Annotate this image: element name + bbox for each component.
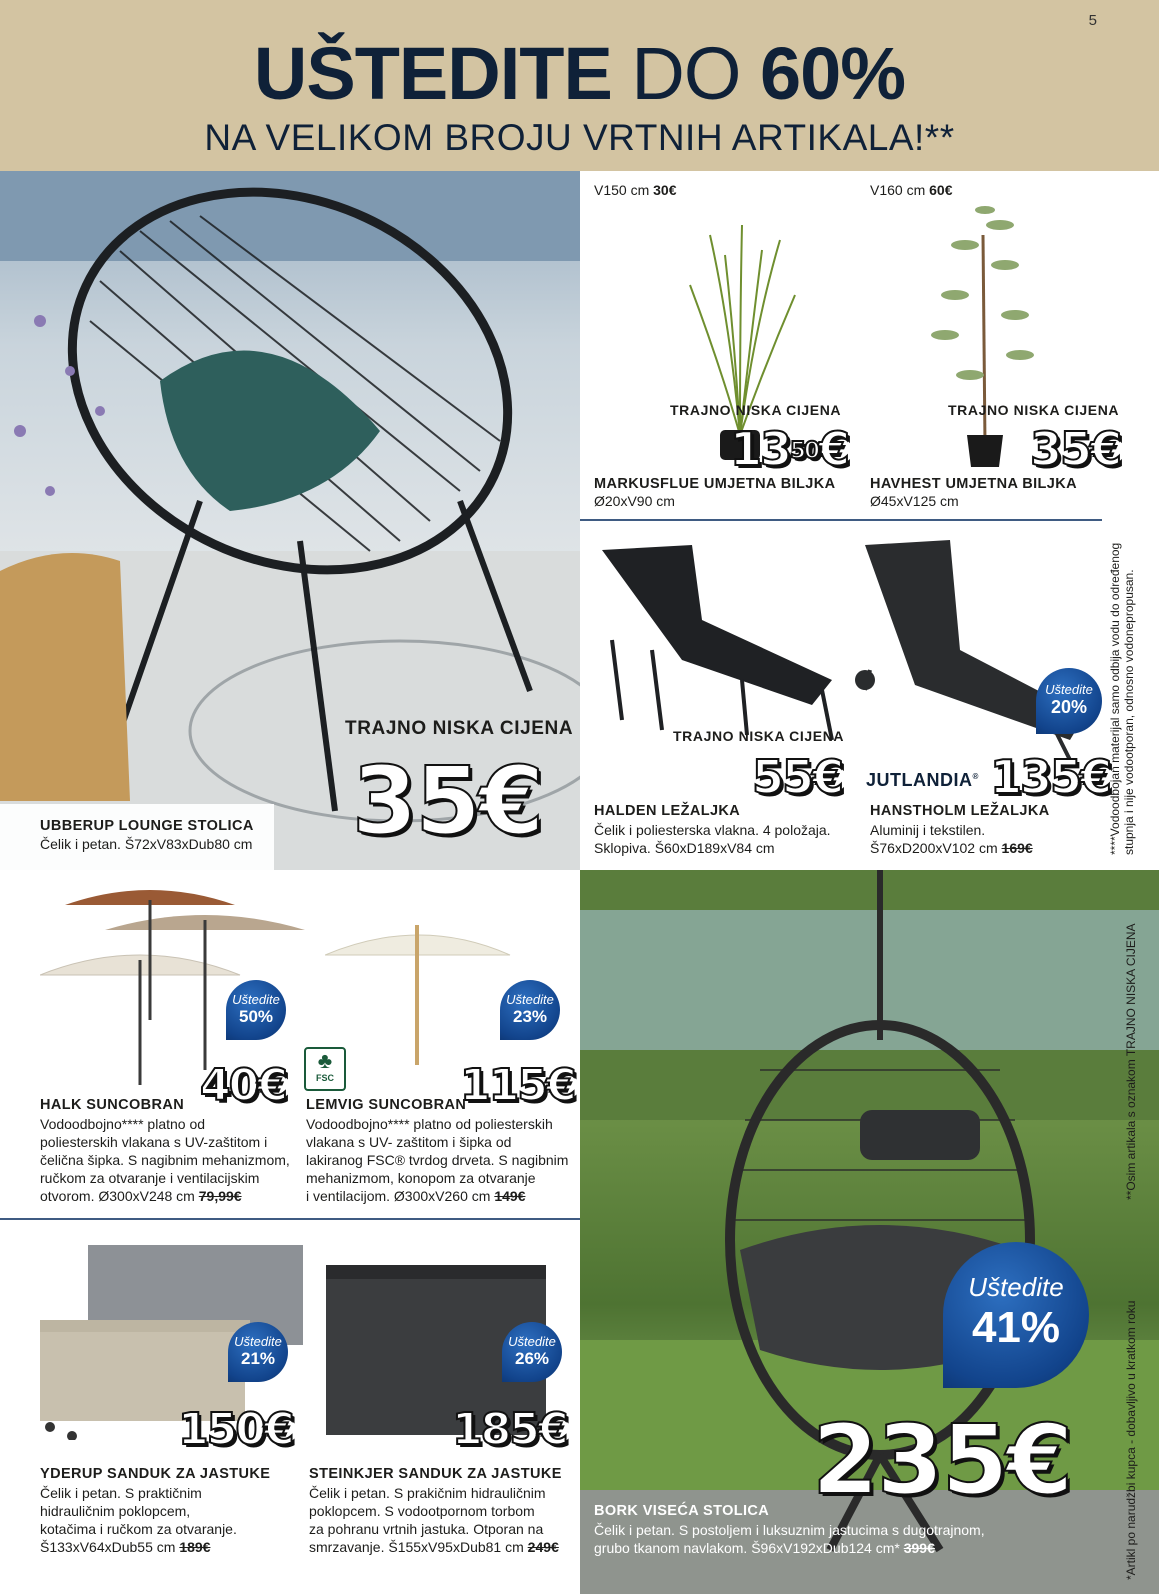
hanstholm-old-price: 169€ bbox=[1001, 840, 1033, 856]
markusflue-size-label: V150 cm bbox=[594, 182, 650, 198]
markusflue-price-main: 13 bbox=[730, 422, 791, 476]
steinkjer-savings-badge bbox=[502, 1322, 562, 1382]
yderup-desc-line2: hidrauličnim poklopcem, bbox=[40, 1503, 191, 1519]
halden-price: 55€ bbox=[752, 750, 843, 804]
lemvig-savings-badge bbox=[500, 980, 560, 1040]
yderup-desc-line4 bbox=[40, 1538, 302, 1556]
bork-savings-badge bbox=[943, 1242, 1089, 1388]
lemvig-desc-line2: vlakana s UV- zaštitom i šipka od bbox=[306, 1134, 512, 1150]
markusflue-size-price: 30€ bbox=[653, 182, 677, 198]
bork-old-price: 399€ bbox=[903, 1540, 935, 1556]
lemvig-old-price: 149€ bbox=[494, 1188, 526, 1204]
page-number: 5 bbox=[1088, 12, 1097, 29]
hanstholm-badge-text: Uštedite bbox=[1045, 682, 1093, 697]
halden-lounger-illustration bbox=[592, 540, 842, 740]
halk-desc bbox=[40, 1115, 302, 1205]
yderup-title: YDERUP SANDUK ZA JASTUKE bbox=[40, 1466, 271, 1482]
halk-price: 40€ bbox=[200, 1060, 286, 1111]
jutlandia-brand: JUTLANDIA bbox=[866, 770, 973, 790]
steinkjer-desc-line1: Čelik i petan. S prakičnim hidrauličnim bbox=[309, 1485, 546, 1501]
bork-badge-percent: 41% bbox=[971, 1303, 1061, 1352]
lemvig-desc-line5 bbox=[306, 1187, 576, 1205]
markusflue-title: MARKUSFLUE UMJETNA BILJKA bbox=[594, 476, 836, 492]
footnote-waterproof bbox=[1108, 543, 1136, 855]
havhest-size-label: V160 cm bbox=[870, 182, 926, 198]
hanstholm-savings-badge bbox=[1036, 668, 1102, 734]
lemvig-dims: i ventilacijom. Ø300xV260 cm bbox=[306, 1188, 491, 1204]
havhest-size bbox=[870, 182, 953, 198]
steinkjer-desc-line2: poklopcem. S vodootpornom torbom bbox=[309, 1503, 535, 1519]
headline bbox=[0, 34, 1159, 114]
havhest-size-price: 60€ bbox=[929, 182, 953, 198]
halk-desc-line5 bbox=[40, 1187, 302, 1205]
steinkjer-desc-line3: za pohranu vrtnih jastuka. Otporan na bbox=[309, 1521, 544, 1537]
lemvig-parasol-illustration bbox=[325, 915, 515, 1065]
fsc-logo bbox=[304, 1047, 346, 1091]
havhest-tag: TRAJNO NISKA CIJENA bbox=[948, 402, 1120, 418]
yderup-price: 150€ bbox=[178, 1404, 293, 1455]
fsc-tree-icon: ♣ bbox=[317, 1048, 333, 1073]
steinkjer-desc bbox=[309, 1484, 577, 1556]
bork-badge-text: Uštedite bbox=[968, 1272, 1064, 1302]
lemvig-badge-text: Uštedite bbox=[506, 992, 554, 1007]
hanstholm-desc bbox=[870, 821, 1100, 857]
markusflue-price bbox=[730, 424, 848, 474]
yderup-desc-line3: kotačima i ručkom za otvaranje. bbox=[40, 1521, 237, 1537]
hanstholm-desc-line2 bbox=[870, 839, 1100, 857]
halden-tag: TRAJNO NISKA CIJENA bbox=[673, 728, 845, 744]
markusflue-price-cents: 50 bbox=[790, 438, 819, 465]
lemvig-desc-line4: mehanizmom, konopom za otvaranje bbox=[306, 1170, 536, 1186]
yderup-desc bbox=[40, 1484, 302, 1556]
steinkjer-badge-percent: 26% bbox=[514, 1349, 550, 1368]
steinkjer-desc-line4 bbox=[309, 1538, 577, 1556]
markusflue-tag: TRAJNO NISKA CIJENA bbox=[670, 402, 842, 418]
ubberup-desc: Čelik i petan. Š72xV83xDub80 cm bbox=[40, 836, 253, 852]
halk-desc-line1: Vodoodbojno**** platno od bbox=[40, 1116, 206, 1132]
hanstholm-badge-percent: 20% bbox=[1050, 697, 1088, 717]
header-banner bbox=[0, 0, 1159, 171]
jutlandia-logo: JUTLANDIA® bbox=[866, 770, 979, 790]
ubberup-price: 35€ bbox=[352, 747, 543, 856]
yderup-badge-text: Uštedite bbox=[234, 1334, 282, 1349]
havhest-desc: Ø45xV125 cm bbox=[870, 493, 959, 509]
yderup-old-price: 189€ bbox=[179, 1539, 211, 1555]
lemvig-desc-line1: Vodoodbojno**** platno od poliesterskih bbox=[306, 1116, 553, 1132]
halk-badge-percent: 50% bbox=[238, 1007, 274, 1026]
havhest-title: HAVHEST UMJETNA BILJKA bbox=[870, 476, 1077, 492]
footnote-waterproof-line1: ****Vodoodbojan materijal samo odbija vodu do određenog bbox=[1108, 542, 1122, 855]
subheadline: NA VELIKOM BROJU VRTNIH ARTIKALA!** bbox=[204, 117, 955, 158]
headline-light: DO bbox=[631, 32, 741, 115]
havhest-price: 35€ bbox=[1030, 422, 1121, 476]
halk-old-price: 79,99€ bbox=[198, 1188, 242, 1204]
divider-parasols bbox=[0, 1218, 580, 1220]
lemvig-title: LEMVIG SUNCOBRAN bbox=[306, 1097, 467, 1113]
headline-bold: UŠTEDITE bbox=[253, 32, 612, 115]
halk-title: HALK SUNCOBRAN bbox=[40, 1097, 185, 1113]
steinkjer-title: STEINKJER SANDUK ZA JASTUKE bbox=[309, 1466, 562, 1482]
havhest-tree-illustration bbox=[925, 205, 1045, 470]
bork-desc bbox=[594, 1521, 1094, 1557]
lemvig-price: 115€ bbox=[460, 1060, 575, 1111]
markusflue-desc: Ø20xV90 cm bbox=[594, 493, 675, 509]
footnote-excluded: **Osim artikala s oznakom TRAJNO NISKA CIJENA bbox=[1124, 923, 1138, 1200]
footnote-waterproof-line2: stupnja i nije vodootporan, odnosno vodonepropusan. bbox=[1122, 569, 1136, 855]
lemvig-desc bbox=[306, 1115, 576, 1205]
footnote-order: *Artikl po narudžbi kupca - dobavljivo u kratkom roku bbox=[1124, 1300, 1138, 1580]
lemvig-desc-line3: lakiranog FSC® tvrdog drveta. S nagibnim bbox=[306, 1152, 569, 1168]
bork-desc-line2 bbox=[594, 1539, 1094, 1557]
halden-desc-line1: Čelik i poliesterska vlakna. 4 položaja. bbox=[594, 822, 831, 838]
yderup-desc-line1: Čelik i petan. S praktičnim bbox=[40, 1485, 202, 1501]
hanstholm-price: 135€ bbox=[990, 750, 1111, 804]
halden-desc-line2: Sklopiva. Š60xD189xV84 cm bbox=[594, 840, 775, 856]
steinkjer-price: 185€ bbox=[452, 1404, 567, 1455]
halk-dims: otvorom. Ø300xV248 cm bbox=[40, 1188, 195, 1204]
lemvig-badge-percent: 23% bbox=[512, 1007, 548, 1026]
markusflue-size bbox=[594, 182, 677, 198]
hanstholm-title: HANSTHOLM LEŽALJKA bbox=[870, 803, 1050, 819]
ubberup-title: UBBERUP LOUNGE STOLICA bbox=[40, 818, 254, 834]
steinkjer-dims: smrzavanje. Š155xV95xDub81 cm bbox=[309, 1539, 524, 1555]
markusflue-price-currency: € bbox=[818, 422, 849, 476]
halk-desc-line3: čelična šipka. S nagibnim mehanizmom, bbox=[40, 1152, 290, 1168]
yderup-badge-percent: 21% bbox=[240, 1349, 276, 1368]
divider-plants bbox=[580, 519, 1102, 521]
steinkjer-badge-text: Uštedite bbox=[508, 1334, 556, 1349]
yderup-dims: Š133xV64xDub55 cm bbox=[40, 1539, 176, 1555]
hanstholm-desc-line1: Aluminij i tekstilen. bbox=[870, 822, 986, 838]
halden-desc bbox=[594, 821, 864, 857]
hanstholm-dims: Š76xD200xV102 cm bbox=[870, 840, 998, 856]
halk-badge-text: Uštedite bbox=[232, 992, 280, 1007]
yderup-savings-badge bbox=[228, 1322, 288, 1382]
halk-savings-badge bbox=[226, 980, 286, 1040]
bork-dims: grubo tkanom navlakom. Š96xV192xDub124 cm* bbox=[594, 1540, 900, 1556]
headline-percent: 60% bbox=[759, 32, 906, 115]
halden-title: HALDEN LEŽALJKA bbox=[594, 803, 741, 819]
halk-desc-line4: ručkom za otvaranje i ventilacijskim bbox=[40, 1170, 260, 1186]
steinkjer-old-price: 249€ bbox=[527, 1539, 559, 1555]
bork-price: 235€ bbox=[812, 1404, 1072, 1516]
ubberup-price-tag-label: TRAJNO NISKA CIJENA bbox=[345, 718, 574, 739]
halk-desc-line2: poliesterskih vlakana s UV-zaštitom i bbox=[40, 1134, 268, 1150]
bork-title: BORK VISEĆA STOLICA bbox=[594, 1503, 770, 1519]
fsc-label: FSC bbox=[316, 1073, 334, 1083]
bork-desc-line1: Čelik i petan. S postoljem i luksuznim jastucima s dugotrajnom, bbox=[594, 1522, 985, 1538]
